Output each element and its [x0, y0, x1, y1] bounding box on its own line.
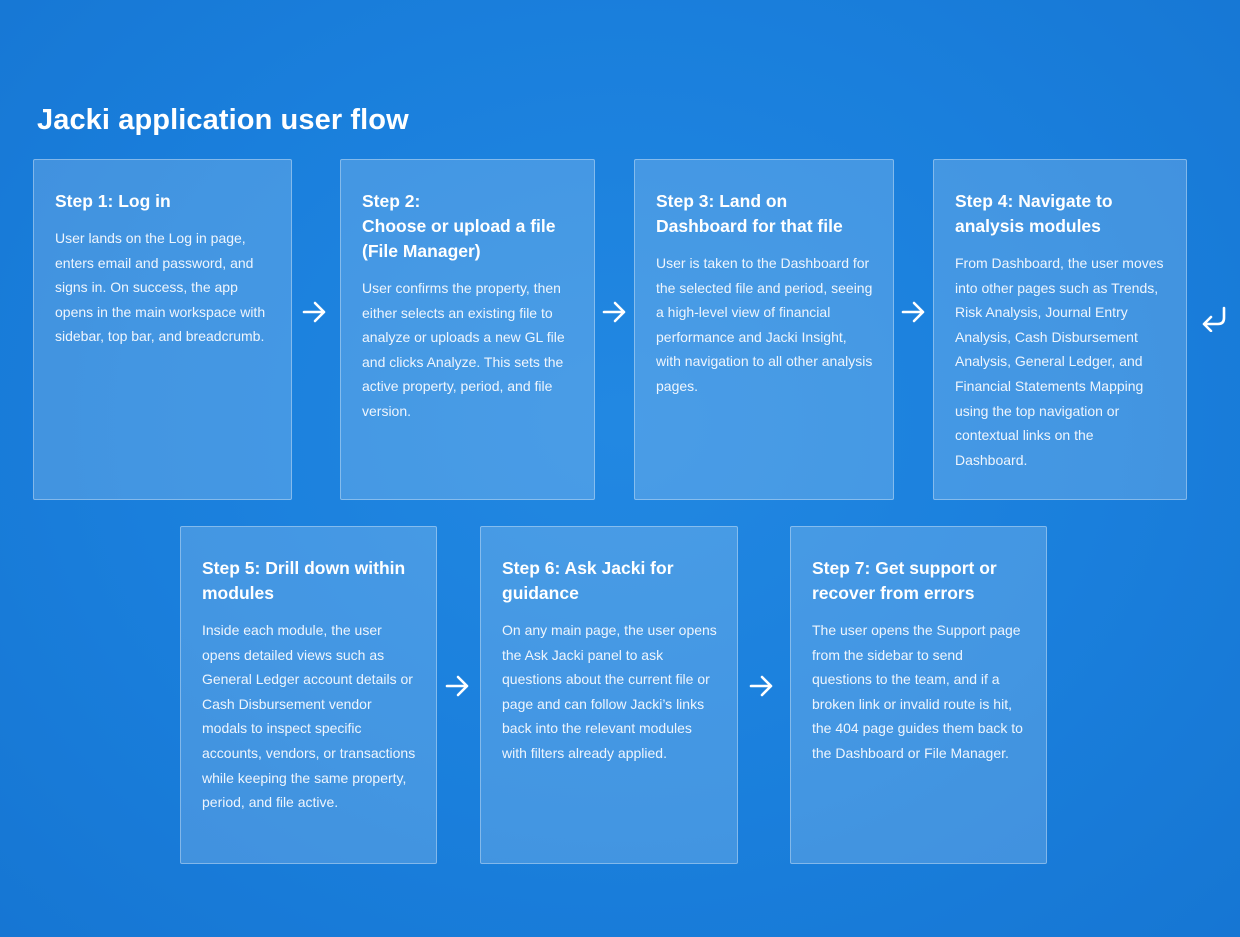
step-6-card — [480, 526, 738, 864]
step-4-description: From Dashboard, the user moves into other pages such as Trends, Risk Analysis, Journal Entry Analysis, Cash Disbursement Analysis, General Ledger, and Financial Statements Mapping using the top navigation or contextual links on the Dashboard. — [955, 255, 1164, 468]
step-5-description: Inside each module, the user opens detailed views such as General Ledger account details or Cash Disbursement vendor modals to inspect specific accounts, vendors, or transactions while keeping the same property, period, and file active. — [202, 622, 416, 811]
step-5-title: Step 5: Drill down within modules — [202, 558, 406, 603]
step-4-title: Step 4: Navigate to analysis modules — [955, 191, 1113, 236]
step-3-card — [634, 159, 894, 500]
step-2-description: User confirms the property, then either selects an existing file to analyze or uploads a new GL file and clicks Analyze. This sets the active property, period, and file version. — [362, 280, 565, 419]
step-7-card — [790, 526, 1047, 864]
step-6-title: Step 6: Ask Jacki for guidance — [502, 558, 674, 603]
step-7-description: The user opens the Support page from the sidebar to send questions to the team, and if a broken link or invalid route is hit, the 404 page guides them back to the Dashboard or File Manager. — [812, 622, 1023, 761]
arrow-right-icon — [747, 672, 775, 700]
arrow-right-icon — [899, 298, 927, 326]
arrow-right-icon — [443, 672, 471, 700]
step-2-title: Step 2: Choose or upload a file (File Manager) — [362, 191, 556, 261]
arrow-right-icon — [600, 298, 628, 326]
step-3-description: User is taken to the Dashboard for the selected file and period, seeing a high-level view of financial performance and Jacki Insight, with navigation to all other analysis pages. — [656, 255, 873, 394]
step-3-title: Step 3: Land on Dashboard for that file — [656, 191, 843, 236]
step-1-card — [33, 159, 292, 500]
step-4-card — [933, 159, 1187, 500]
step-1-description: User lands on the Log in page, enters email and password, and signs in. On success, the app opens in the main workspace with sidebar, top bar, and breadcrumb. — [55, 230, 266, 345]
step-5-card — [180, 526, 437, 864]
step-1-title: Step 1: Log in — [55, 191, 171, 211]
arrow-right-icon — [300, 298, 328, 326]
step-7-title: Step 7: Get support or recover from errors — [812, 558, 997, 603]
return-arrow-icon — [1200, 304, 1228, 332]
step-2-card — [340, 159, 595, 500]
step-6-description: On any main page, the user opens the Ask Jacki panel to ask questions about the current file or page and can follow Jacki’s links back into the relevant modules with filters already applied. — [502, 622, 717, 761]
diagram-title: Jacki application user flow — [37, 104, 409, 136]
